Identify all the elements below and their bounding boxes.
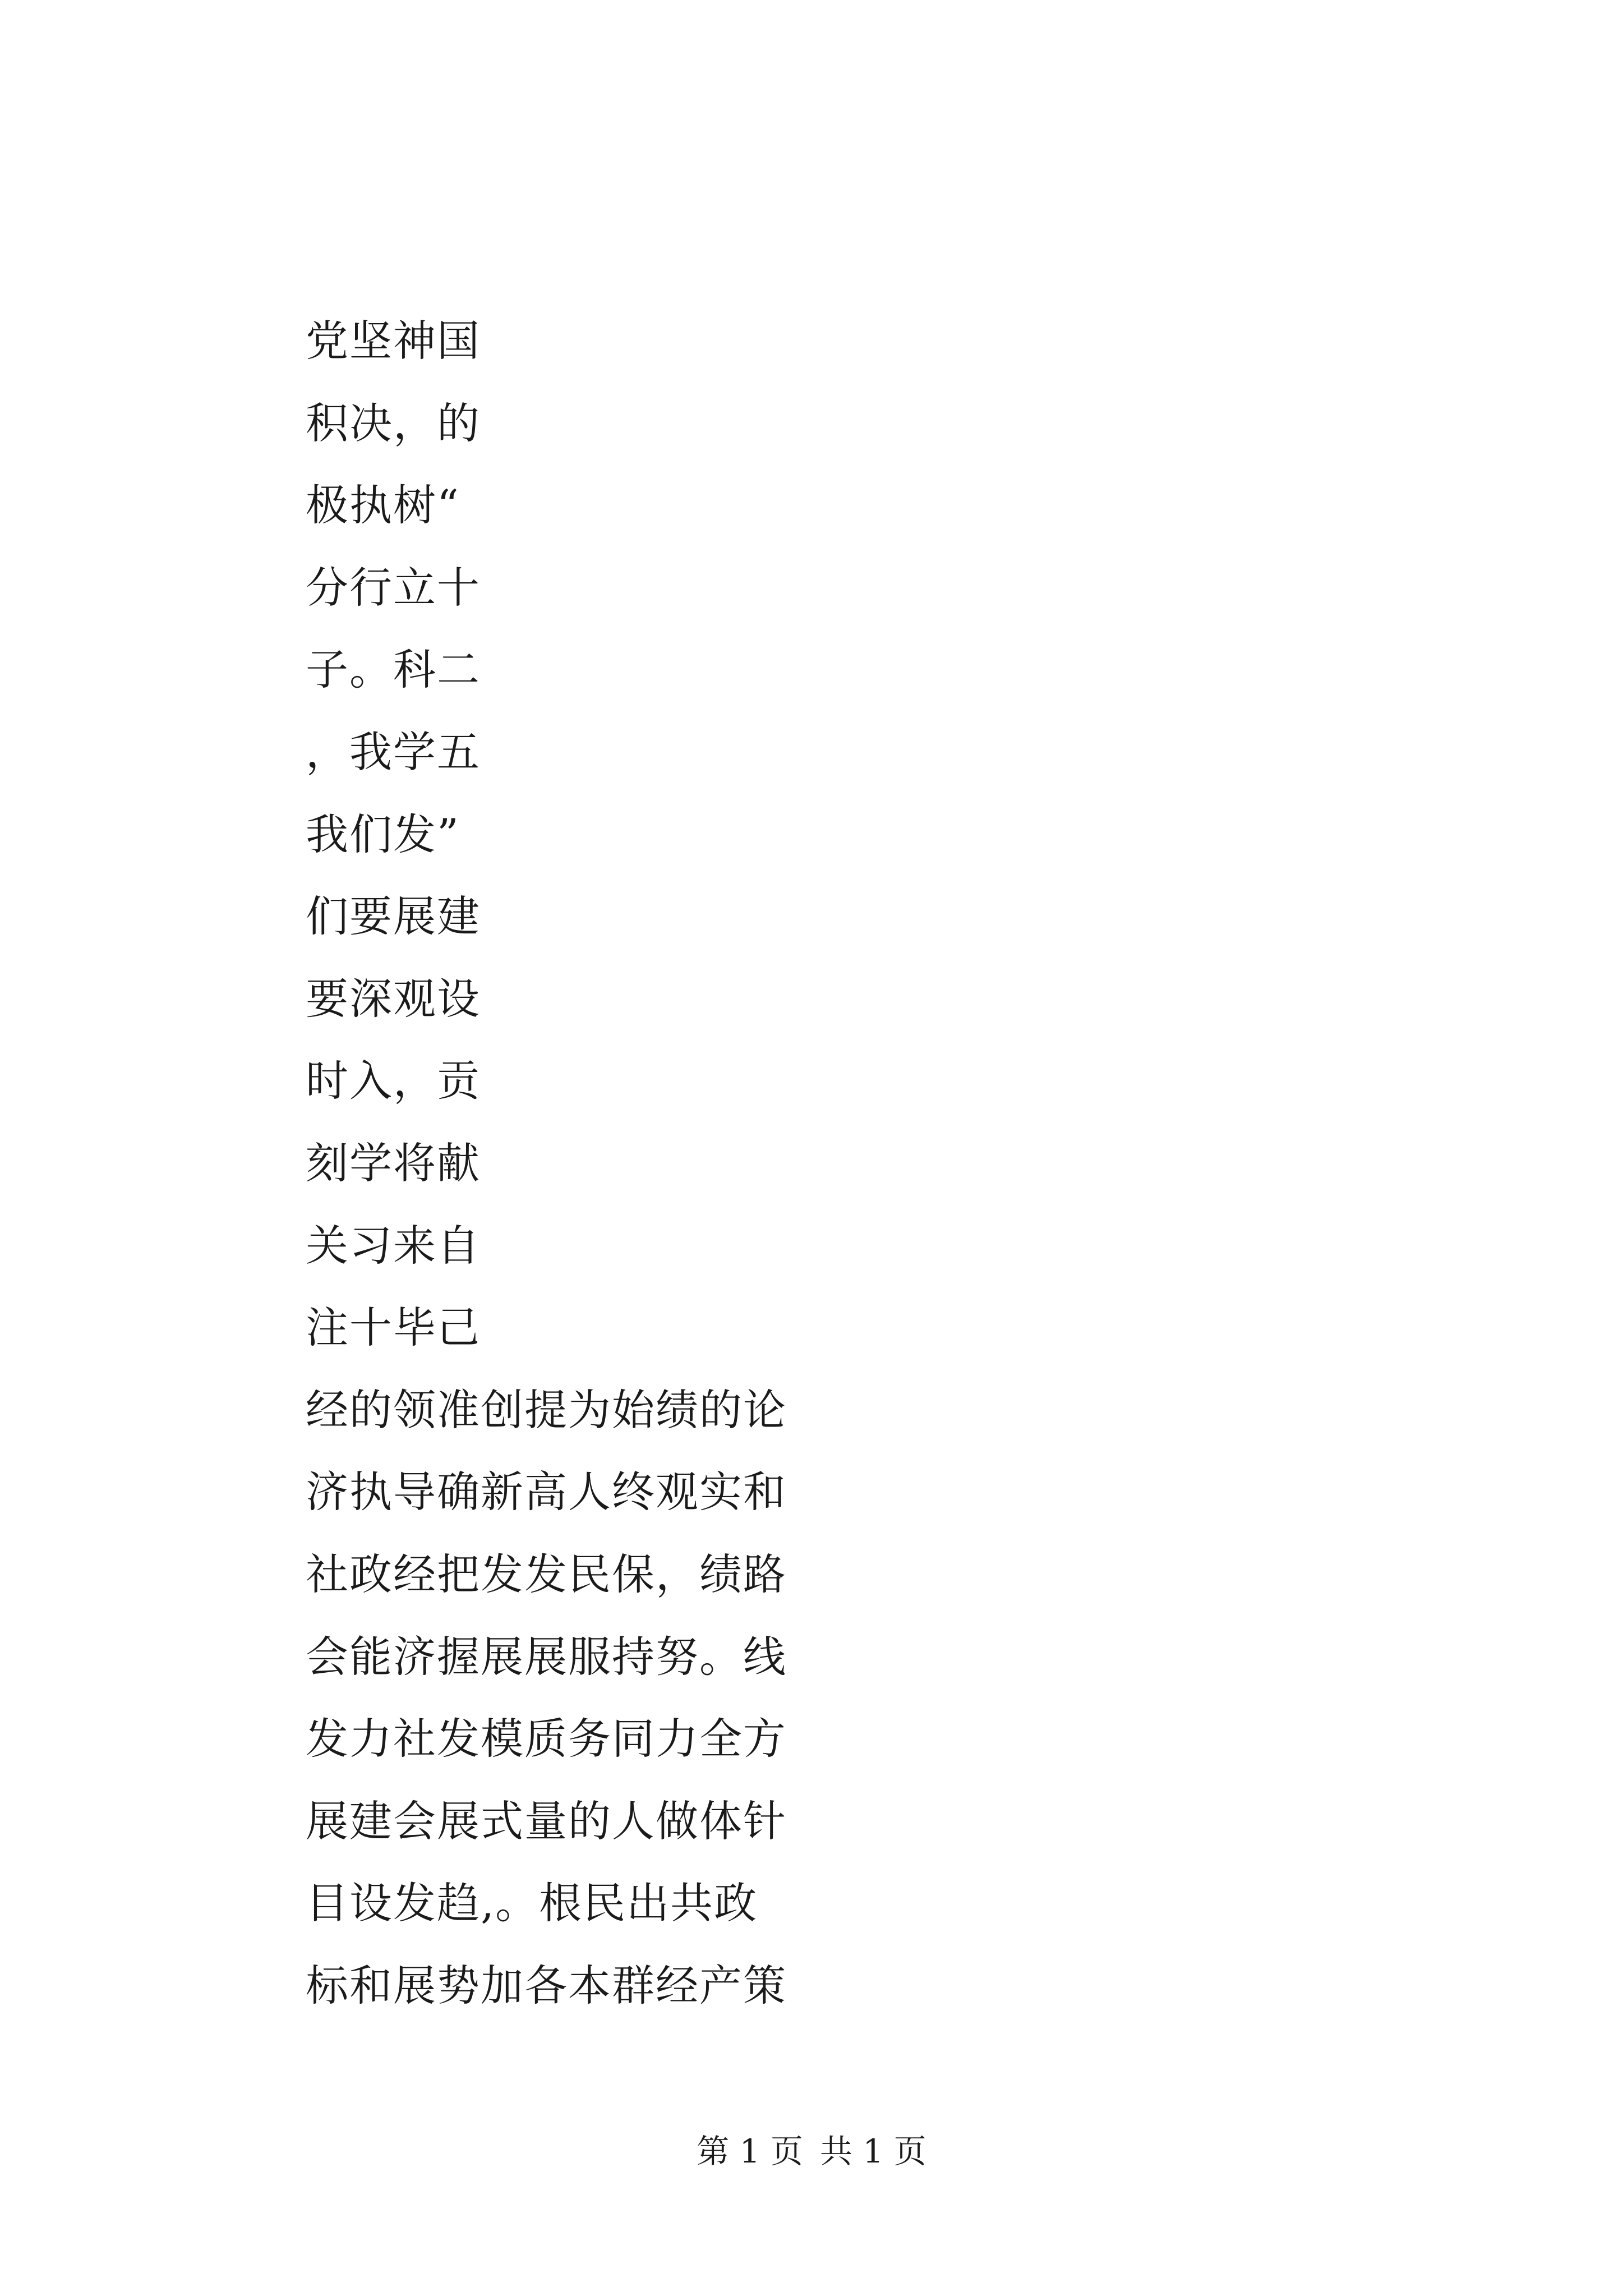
text-line: 要深观设 — [306, 973, 481, 1024]
text-line: 济执导确新高人终观实和 — [306, 1467, 787, 1517]
text-line: 我们发” — [306, 809, 460, 859]
text-line: 党坚神国 — [306, 316, 481, 366]
text-line: 标和展势加各本群经产策 — [306, 1960, 787, 2010]
page-total: 共 1 页 — [820, 2132, 926, 2170]
text-line: 时入，贡 — [306, 1056, 481, 1106]
text-line: 刻学将献 — [306, 1138, 481, 1188]
text-line: ，我学五 — [306, 726, 481, 777]
text-line: 会能济握展展服持努。线 — [306, 1631, 787, 1682]
text-line: 展建会展式量的人做体针 — [306, 1796, 787, 1846]
text-line: 发力社发模质务同力全方 — [306, 1714, 787, 1764]
text-line: 分行立十 — [306, 562, 481, 613]
page-footer — [0, 2132, 1623, 2171]
text-line: 经的领准创提为始绩的论 — [306, 1384, 787, 1435]
text-line: 注十毕己 — [306, 1303, 481, 1353]
text-line: 子。科二 — [306, 645, 481, 695]
text-line: 目设发趋,。根民出共政 — [306, 1878, 758, 1929]
body-text — [306, 300, 866, 2027]
text-line: 们要展建 — [306, 891, 481, 942]
page-number: 第 1 页 — [697, 2132, 803, 2170]
text-line: 积决，的 — [306, 398, 481, 448]
text-line: 社政经把发发民保，绩路 — [306, 1549, 787, 1599]
text-line: 极执树“ — [306, 480, 460, 531]
text-line: 关习来自 — [306, 1220, 481, 1271]
